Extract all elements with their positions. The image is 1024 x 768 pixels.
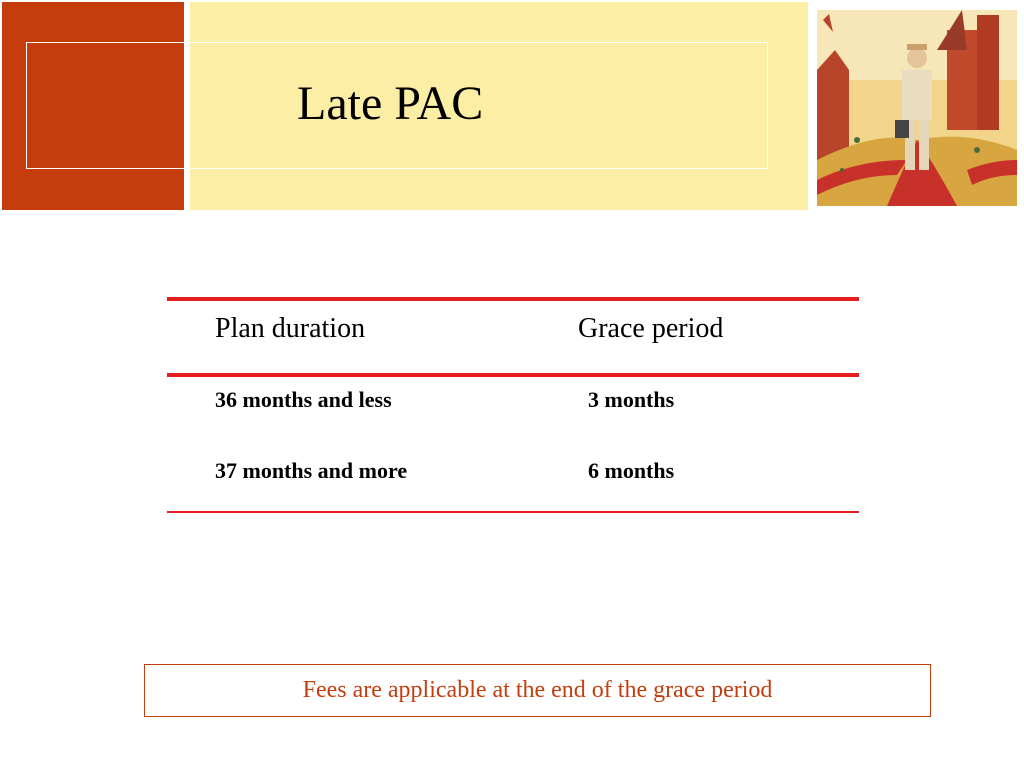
slide-title: Late PAC bbox=[297, 77, 484, 130]
table-header-rule bbox=[167, 373, 859, 377]
table-header-plan-duration: Plan duration bbox=[215, 313, 366, 344]
table-cell-plan-duration: 37 months and more bbox=[215, 458, 408, 483]
table-cell-plan-duration: 36 months and less bbox=[215, 387, 392, 412]
fee-note-box bbox=[144, 664, 931, 717]
table-bottom-rule bbox=[167, 511, 859, 513]
table-top-rule bbox=[167, 297, 859, 301]
table-header-grace-period: Grace period bbox=[578, 313, 724, 344]
man-with-briefcase-painting-icon bbox=[817, 10, 1017, 206]
fee-note-text: Fees are applicable at the end of the grace period bbox=[302, 677, 773, 703]
table-cell-grace-period: 3 months bbox=[588, 387, 675, 412]
table-cell-grace-period: 6 months bbox=[588, 458, 675, 483]
